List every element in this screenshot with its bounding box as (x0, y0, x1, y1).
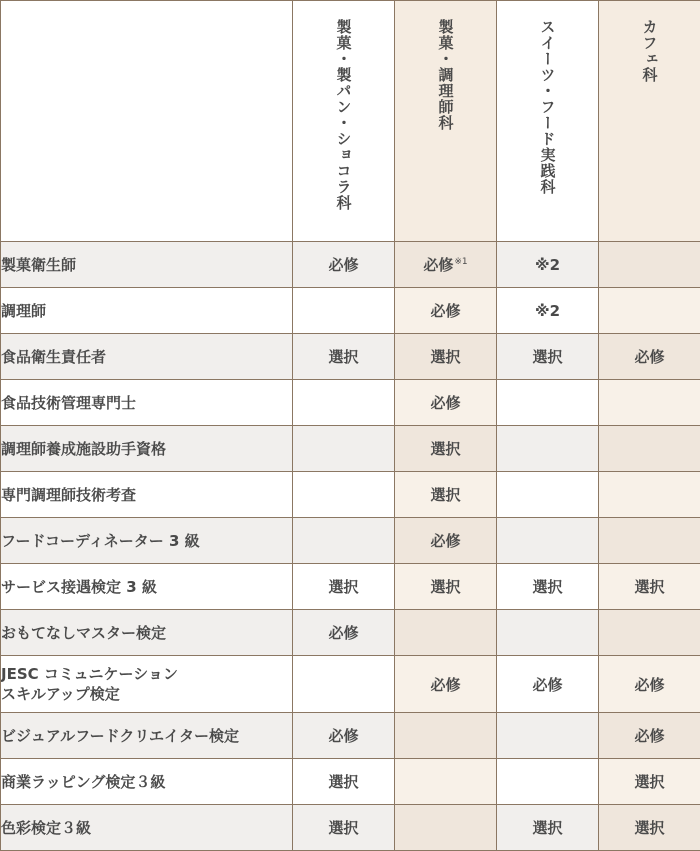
requirement-cell (599, 518, 700, 564)
requirement-value: 選択 (328, 819, 358, 837)
qualification-name-line: 商業ラッピング検定３級 (1, 772, 292, 792)
qualification-name (1, 518, 293, 564)
qualification-name-line: サービス接遇検定 3 級 (1, 577, 292, 597)
qualification-name-line: JESC コミュニケーション (1, 664, 292, 684)
table-row (1, 426, 700, 472)
requirement-cell (395, 242, 497, 288)
requirement-cell (293, 656, 395, 713)
requirement-cell (395, 380, 497, 426)
table-row (1, 759, 700, 805)
qualification-name (1, 805, 293, 851)
table-row (1, 518, 700, 564)
table-row (1, 380, 700, 426)
requirement-value: 選択 (430, 486, 460, 504)
requirement-cell (497, 380, 599, 426)
requirement-value: 必修 (328, 727, 358, 745)
requirement-value: 選択 (634, 578, 664, 596)
requirement-value: 必修 (532, 676, 562, 694)
qualification-name-line: フードコーディネーター 3 級 (1, 531, 292, 551)
requirement-cell (599, 713, 700, 759)
requirement-cell (599, 242, 700, 288)
qualification-name-line: おもてなしマスター検定 (1, 623, 292, 643)
qualification-name (1, 656, 293, 713)
requirement-cell (599, 380, 700, 426)
requirement-cell (497, 288, 599, 334)
requirement-cell (293, 759, 395, 805)
requirement-value: 選択 (328, 578, 358, 596)
qualification-name-line: 食品衛生責任者 (1, 347, 292, 367)
requirement-value: 選択 (634, 773, 664, 791)
requirement-cell (293, 288, 395, 334)
requirement-cell (599, 759, 700, 805)
requirement-value: 選択 (328, 348, 358, 366)
requirement-cell (293, 713, 395, 759)
header-corner-cell (1, 1, 293, 242)
requirement-value: 必修 (328, 256, 358, 274)
requirement-cell (293, 518, 395, 564)
requirement-cell (293, 380, 395, 426)
requirement-cell (395, 713, 497, 759)
requirement-cell (395, 656, 497, 713)
requirement-cell (293, 242, 395, 288)
requirement-cell (395, 426, 497, 472)
requirement-cell (395, 564, 497, 610)
requirement-value: 選択 (532, 819, 562, 837)
qualification-name (1, 564, 293, 610)
requirement-value: 選択 (532, 578, 562, 596)
requirement-value: 必修 (430, 532, 460, 550)
requirement-cell (497, 610, 599, 656)
requirement-value: 必修 (430, 302, 460, 320)
requirement-cell (497, 242, 599, 288)
qualification-name (1, 472, 293, 518)
requirement-cell (599, 564, 700, 610)
column-header-label: 製菓・製パン・ショコラ科 (335, 1, 353, 211)
requirement-cell (599, 426, 700, 472)
qualification-name-line: スキルアップ検定 (1, 684, 292, 704)
requirement-cell (395, 759, 497, 805)
qualification-name (1, 242, 293, 288)
qualification-name (1, 759, 293, 805)
footnote-mark: ※1 (454, 257, 467, 267)
header-row (1, 1, 700, 242)
qualification-name-line: ビジュアルフードクリエイター検定 (1, 726, 292, 746)
requirement-value: ※2 (535, 256, 560, 274)
qualification-name-line: 調理師 (1, 301, 292, 321)
requirement-value: 選択 (532, 348, 562, 366)
requirement-cell (497, 472, 599, 518)
requirement-value: 選択 (430, 348, 460, 366)
requirement-cell (497, 713, 599, 759)
requirement-cell (497, 564, 599, 610)
qualification-name-line: 専門調理師技術考査 (1, 485, 292, 505)
requirement-value: 必修 (634, 727, 664, 745)
requirement-cell (599, 472, 700, 518)
column-header-cafe (599, 1, 700, 242)
table-row (1, 564, 700, 610)
table-row (1, 805, 700, 851)
table-row (1, 656, 700, 713)
requirement-value: 必修 (423, 256, 453, 274)
requirement-cell (497, 805, 599, 851)
requirement-value: 選択 (328, 773, 358, 791)
requirement-cell (497, 334, 599, 380)
table-row (1, 713, 700, 759)
qualification-name (1, 713, 293, 759)
column-header-label: カフェ科 (641, 1, 659, 83)
column-header-seika-seipan-chocolat (293, 1, 395, 242)
requirement-value: 選択 (430, 578, 460, 596)
requirement-cell (497, 518, 599, 564)
requirement-cell (395, 288, 497, 334)
requirement-cell (599, 656, 700, 713)
requirement-value: ※2 (535, 302, 560, 320)
requirement-cell (395, 518, 497, 564)
requirement-cell (395, 610, 497, 656)
column-header-seika-chorishi (395, 1, 497, 242)
requirement-cell (293, 472, 395, 518)
table-row (1, 288, 700, 334)
requirement-value: 選択 (634, 819, 664, 837)
qualification-name (1, 426, 293, 472)
requirement-value: 必修 (430, 676, 460, 694)
requirement-cell (497, 426, 599, 472)
requirement-cell (395, 472, 497, 518)
requirement-cell (293, 334, 395, 380)
qualification-name-line: 調理師養成施設助手資格 (1, 439, 292, 459)
table-row (1, 334, 700, 380)
table-row (1, 610, 700, 656)
qualification-name (1, 380, 293, 426)
column-header-sweets-food (497, 1, 599, 242)
column-header-label: スイーツ・フード実践科 (539, 1, 557, 195)
qualification-name (1, 610, 293, 656)
requirement-cell (293, 564, 395, 610)
requirement-cell (599, 805, 700, 851)
table-body (1, 242, 700, 851)
requirement-value: 必修 (430, 394, 460, 412)
requirement-value: 必修 (328, 624, 358, 642)
table-row (1, 242, 700, 288)
qualification-name-line: 食品技術管理専門士 (1, 393, 292, 413)
table-row (1, 472, 700, 518)
requirement-cell (293, 426, 395, 472)
column-header-label: 製菓・調理師科 (437, 1, 455, 131)
requirement-value: 必修 (634, 348, 664, 366)
requirement-value: 選択 (430, 440, 460, 458)
qualification-name (1, 288, 293, 334)
qualification-name (1, 334, 293, 380)
requirement-cell (497, 656, 599, 713)
requirement-cell (497, 759, 599, 805)
requirement-cell (293, 805, 395, 851)
requirement-cell (293, 610, 395, 656)
qualification-name-line: 製菓衛生師 (1, 255, 292, 275)
requirement-cell (395, 334, 497, 380)
requirement-value: 必修 (634, 676, 664, 694)
requirement-cell (599, 334, 700, 380)
requirement-cell (395, 805, 497, 851)
requirement-cell (599, 610, 700, 656)
requirement-cell (599, 288, 700, 334)
qualification-name-line: 色彩検定３級 (1, 818, 292, 838)
